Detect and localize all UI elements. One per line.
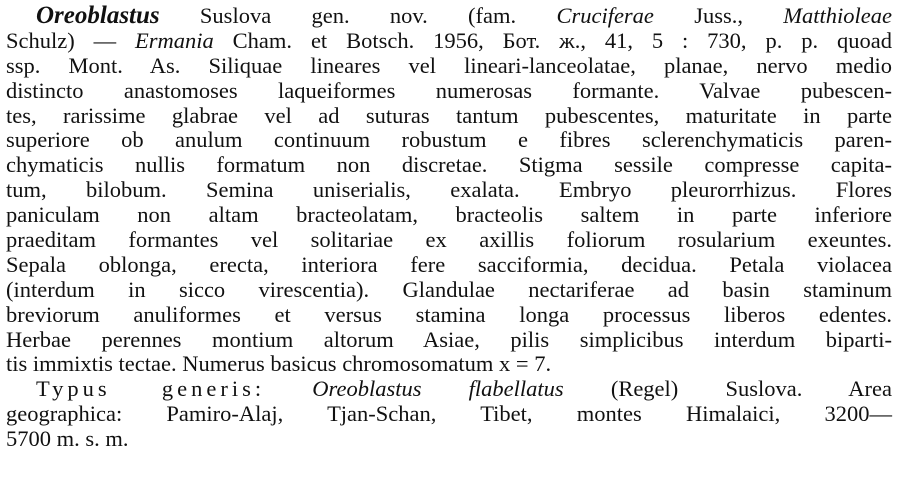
text-line xyxy=(6,203,892,228)
text-run: ssp. Mont. As. Siliquae lineares vel lineari-lanceolatae, planae, nervo medio xyxy=(6,52,892,78)
text-line xyxy=(6,253,892,278)
text-line xyxy=(6,153,892,178)
text-run: tes, rarissime glabrae vel ad suturas tantum pubescentes, maturitate in parte xyxy=(6,102,892,128)
text-line xyxy=(6,328,892,353)
text-line xyxy=(6,128,892,153)
text-run: breviorum anuliformes et versus stamina longa processus liberos edentes. xyxy=(6,301,892,327)
text-run: tis immixtis tectae. Numerus basicus chromosomatum x = 7. xyxy=(6,351,552,377)
text-run: praeditam formantes vel solitariae ex axillis foliorum rosularium exeuntes. xyxy=(6,227,892,253)
text-run: (Regel) Suslova. Area xyxy=(563,376,893,402)
italic-term: Oreoblastus flabellatus xyxy=(312,376,564,402)
text-line xyxy=(6,278,892,303)
text-run: tum, bilobum. Semina uniserialis, exalata. Embryo pleurorrhizus. Flores xyxy=(6,177,892,203)
text-line xyxy=(6,4,892,29)
italic-term: Cruciferae xyxy=(556,3,654,28)
text-run: Sepala oblonga, erecta, interiora fere sacciformia, decidua. Petala violacea xyxy=(6,251,892,277)
text-run: Schulz) — xyxy=(6,27,136,53)
text-run: distincto anastomoses laqueiformes numerosas formante. Valvae pubescen- xyxy=(6,77,892,103)
text-line xyxy=(6,352,892,377)
text-run: Cham. et Botsch. 1956, Бот. ж., 41, 5 : 730, p. p. quoad xyxy=(213,27,892,53)
genus-name: Oreoblastus xyxy=(36,2,160,29)
text-line xyxy=(6,54,892,79)
text-run: Suslova gen. nov. (fam. xyxy=(159,3,557,28)
text-run: Typus generis: xyxy=(36,376,266,402)
text-line xyxy=(6,104,892,129)
text-line xyxy=(6,29,892,54)
text-run: Juss., xyxy=(653,3,784,28)
text-run: superiore ob anulum continuum robustum e fibres sclerenchymaticis paren- xyxy=(6,127,892,153)
taxon-description xyxy=(6,4,892,452)
text-run: Herbae perennes montium altorum Asiae, pilis simplicibus interdum bipartі- xyxy=(6,326,892,352)
text-run: (interdum in sicco virescentia). Glandulae nectariferae ad basin staminum xyxy=(6,276,892,302)
text-run: paniculam non altam bracteolatam, bracteolis saltem in parte inferiore xyxy=(6,202,892,228)
text-line xyxy=(6,303,892,328)
italic-term: Matthioleae xyxy=(783,3,892,28)
text-line xyxy=(6,79,892,104)
text-line xyxy=(6,377,892,402)
text-run: chymaticis nullis formatum non discretae. Stigma sessile compresse capita- xyxy=(6,152,892,178)
text-line xyxy=(6,228,892,253)
italic-term: Ermania xyxy=(135,27,214,53)
text-run: 5700 m. s. m. xyxy=(6,426,129,452)
text-run xyxy=(265,376,312,401)
text-line xyxy=(6,427,892,452)
text-line xyxy=(6,402,892,427)
text-line xyxy=(6,178,892,203)
text-run: geographica: Pamiro-Alaj, Tjan-Schan, Tibet, montes Himalaici, 3200— xyxy=(6,401,892,427)
